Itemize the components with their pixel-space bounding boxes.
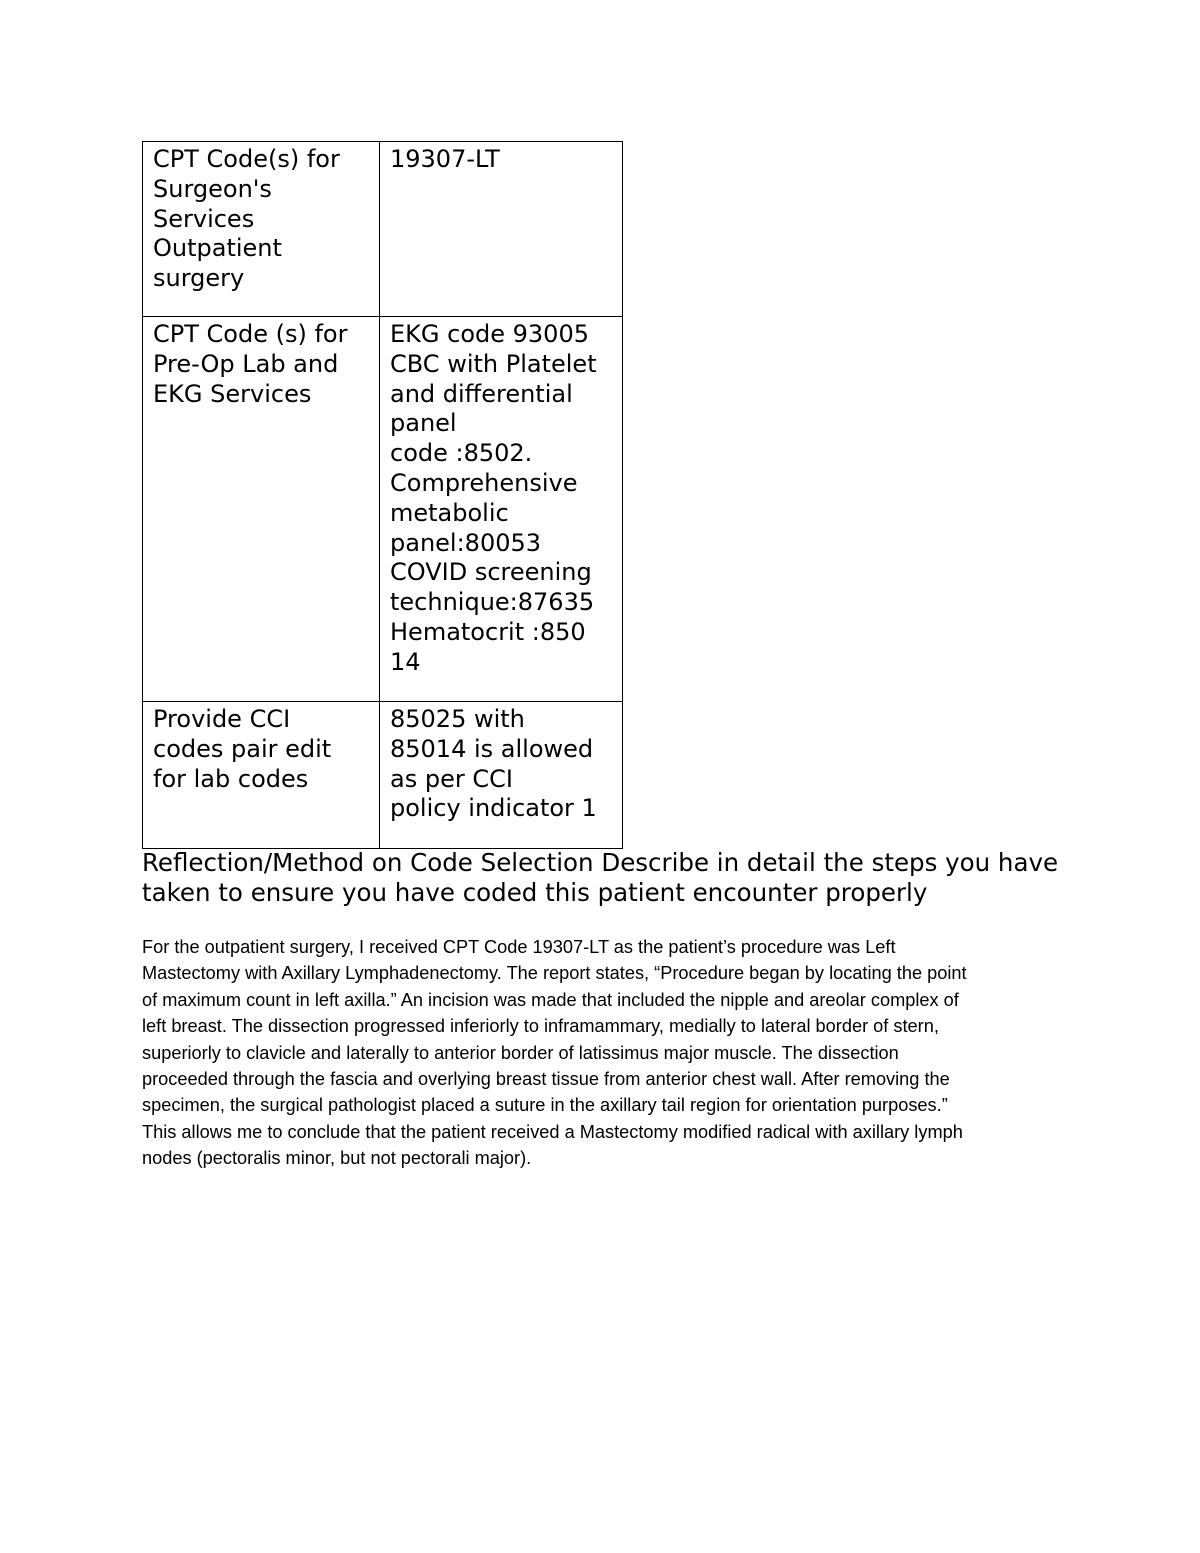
reflection-heading: Reflection/Method on Code Selection Describe in detail the steps you have taken to ensure you have coded this patient encounter properly bbox=[142, 848, 1059, 907]
row-label-cci-edit: Provide CCI codes pair edit for lab codes bbox=[143, 702, 380, 849]
reflection-body: For the outpatient surgery, I received CPT Code 19307-LT as the patient’s procedure was Left Mastectomy with Axillary Lymphadenectomy. The report states, “Procedure began by locating the point of maximum count in left axilla.” An incision was made that included the nipple and areolar complex of left breast. The dissection progressed inferiorly to inframammary, medially to lateral border of stern, superiorly to clavicle and laterally to anterior border of latissimus major muscle. The dissection proceeded through the fascia and overlying breast tissue from anterior chest wall. After removing the specimen, the surgical pathologist placed a suture in the axillary tail region for orientation purposes.” This allows me to conclude that the patient received a Mastectomy modified radical with axillary lymph nodes (pectoralis minor, but not pectorali major). bbox=[142, 937, 967, 1169]
row-value-surgeon-services: 19307-LT bbox=[380, 142, 623, 317]
row-label-surgeon-services: CPT Code(s) for Surgeon's Services Outpatient surgery bbox=[143, 142, 380, 317]
cpt-code-table bbox=[142, 141, 623, 849]
row-value-cci-edit: 85025 with 85014 is allowed as per CCI policy indicator 1 bbox=[380, 702, 623, 849]
row-label-pre-op-lab: CPT Code (s) for Pre-Op Lab and EKG Services bbox=[143, 317, 380, 702]
table-row-pre-op-lab bbox=[143, 317, 623, 702]
table-row-cci-edit bbox=[143, 702, 623, 849]
table-row-surgeon-services bbox=[143, 142, 623, 317]
row-value-pre-op-lab: EKG code 93005 CBC with Platelet and differential panel code :8502. Comprehensive metabolic panel:80053 COVID screening technique:87635 Hematocrit :850 14 bbox=[380, 317, 623, 702]
